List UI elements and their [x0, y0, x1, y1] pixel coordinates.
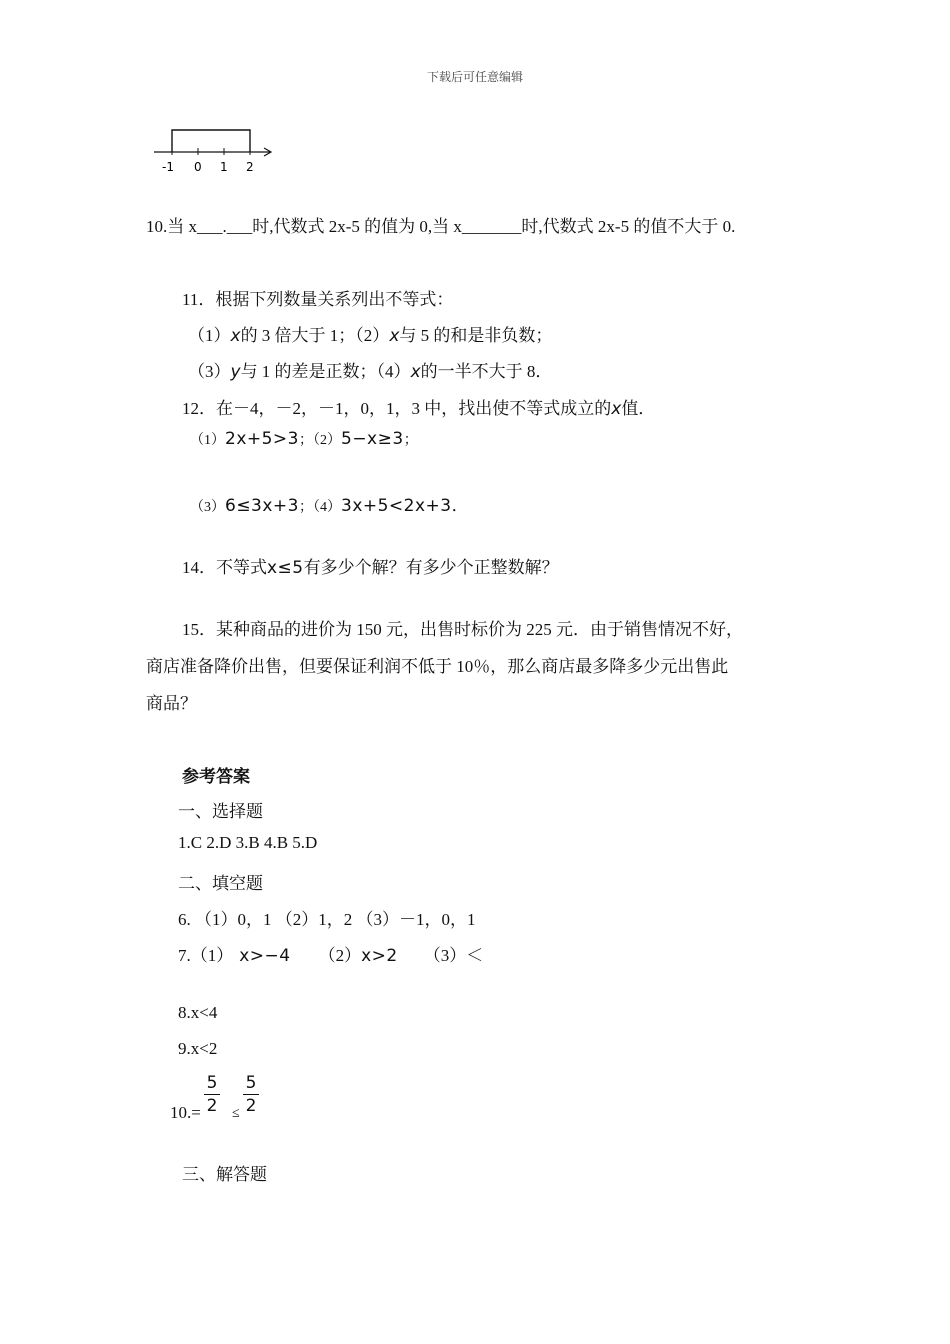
q15-line-2: 商店准备降价出售，但要保证利润不低于 10％，那么商店最多降多少元出售此 [146, 657, 729, 676]
number-line-figure [150, 122, 280, 180]
q12-expr-4: 3x+5<2x+3 [341, 496, 452, 516]
q11-line-1: （1）x的 3 倍大于 1；（2）x与 5 的和是非负数； [188, 326, 553, 346]
q10-text-2: 时,代数式 2x-5 的值为 0,当 x [252, 217, 462, 236]
answer-7: 7.（1） x>−4 （2）x>2 （3）＜ [178, 946, 484, 966]
answer-10-fraction-2: 5 2 [243, 1073, 259, 1116]
answers-section-1: 一、选择题 [178, 802, 263, 821]
q15-line-3: 商品？ [146, 694, 197, 713]
q12-line-2: （3）6≤3x+3；（4）3x+5<2x+3． [190, 496, 469, 516]
answer-7-expr-1: x>−4 [239, 946, 291, 966]
answers-heading: 参考答案 [182, 767, 250, 786]
q14-expr: x≤5 [267, 558, 304, 578]
q12-expr-2: 5−x≥3 [341, 429, 404, 449]
answer-10-leq: ≤ [232, 1106, 240, 1121]
tick-label-2: 2 [246, 160, 254, 174]
q12-title: 12．在－4，－2，－1，0，1，3 中，找出使不等式成立的x值． [182, 399, 656, 419]
answer-10-fraction-1: 5 2 [204, 1073, 220, 1116]
tick-label-0: 0 [194, 160, 202, 174]
tick-label-neg1: -1 [162, 160, 174, 174]
question-14: 14．不等式x≤5有多少个解？有多少个正整数解？ [182, 558, 559, 578]
q10-blank-2: _______ [461, 217, 522, 236]
answer-7-expr-2: x>2 [361, 946, 398, 966]
q12-expr-3: 6≤3x+3 [225, 496, 299, 516]
answers-section-3: 三、解答题 [182, 1165, 267, 1184]
q10-text-1: 10.当 x [146, 217, 197, 236]
answer-9: 9.x<2 [178, 1039, 218, 1058]
page-header: 下载后可任意编辑 [426, 70, 523, 84]
tick-label-1: 1 [220, 160, 228, 174]
answer-6: 6. （1）0，1 （2）1，2 （3）－1，0，1 [178, 910, 476, 929]
q15-line-1: 15．某种商品的进价为 150 元，出售时标价为 225 元．由于销售情况不好， [182, 620, 743, 639]
answers-choices: 1.C 2.D 3.B 4.B 5.D [178, 833, 318, 852]
answers-section-2: 二、填空题 [178, 874, 263, 893]
q10-text-3: 时,代数式 2x-5 的值不大于 0. [521, 217, 736, 236]
q12-line-1: （1）2x+5>3；（2）5−x≥3； [190, 429, 418, 449]
question-10 [146, 212, 735, 237]
answer-8: 8.x<4 [178, 1003, 218, 1022]
q10-blank-1: ___.___ [197, 217, 253, 236]
q12-expr-1: 2x+5>3 [225, 429, 299, 449]
q11-line-2: （3）y与 1 的差是正数；（4）x的一半不大于 8． [188, 362, 553, 382]
answer-10-label: 10.= [170, 1103, 201, 1122]
q11-title: 11．根据下列数量关系列出不等式： [182, 290, 454, 309]
